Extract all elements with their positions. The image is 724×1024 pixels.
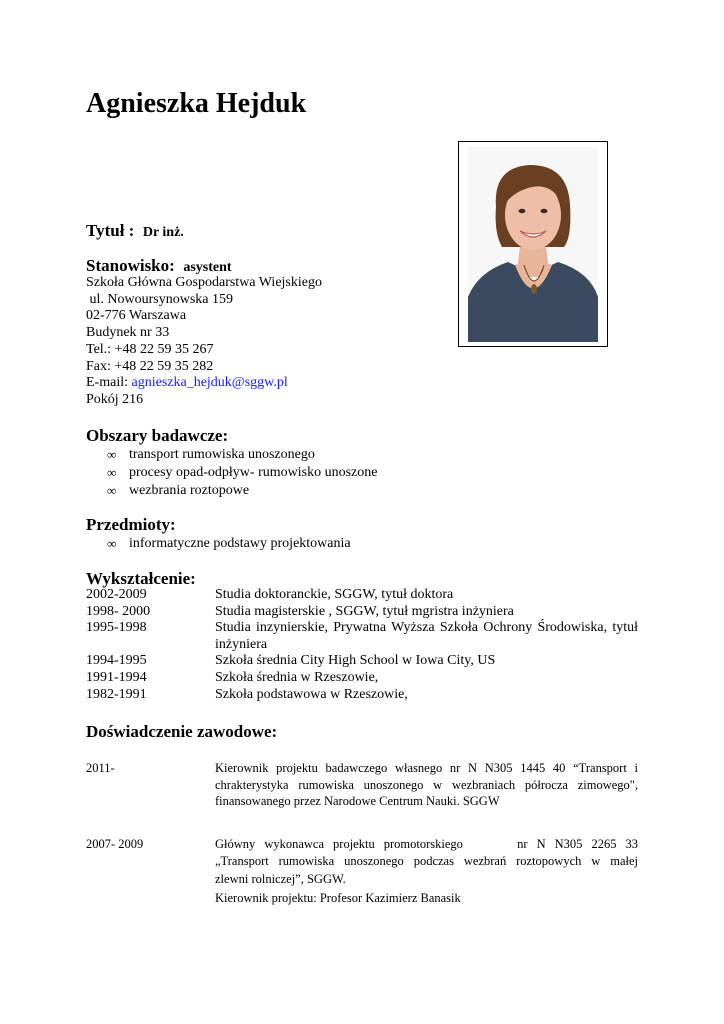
list-item bbox=[86, 446, 377, 464]
education-desc: Szkoła podstawowa w Rzeszowie, bbox=[215, 686, 408, 702]
address-line: Budynek nr 33 bbox=[86, 325, 170, 341]
education-desc: Studia magisterskie , SGGW, tytuł mgristra inżyniera bbox=[215, 603, 514, 619]
experience-line: zlewni rolniczej”, SGGW. bbox=[215, 872, 346, 886]
experience-entry bbox=[86, 760, 638, 810]
address-line: ul. Nowoursynowska 159 bbox=[86, 291, 233, 307]
portrait-image bbox=[468, 147, 598, 342]
research-heading: Obszary badawcze: bbox=[86, 426, 229, 445]
phone-line: Tel.: +48 22 59 35 267 bbox=[86, 341, 214, 357]
table-row bbox=[86, 604, 638, 621]
experience-desc bbox=[215, 760, 638, 810]
email-row bbox=[86, 375, 322, 392]
education-years: 1995-1998 bbox=[86, 620, 147, 636]
education-desc: Szkoła średnia w Rzeszowie, bbox=[215, 669, 379, 685]
person-name: Agnieszka Hejduk bbox=[86, 88, 307, 119]
list-item bbox=[86, 464, 377, 482]
education-years: 1991-1994 bbox=[86, 669, 147, 685]
room-line: Pokój 216 bbox=[86, 391, 144, 407]
table-row bbox=[86, 653, 638, 670]
subjects-heading: Przedmioty: bbox=[86, 515, 176, 534]
list-item-text: informatyczne podstawy projektowania bbox=[129, 536, 351, 551]
infinity-bullet-icon: ∞ bbox=[107, 465, 117, 480]
list-item-text: procesy opad-odpływ- rumowisko unoszone bbox=[129, 465, 378, 480]
address-line: 02-776 Warszawa bbox=[86, 308, 187, 324]
list-item-text: transport rumowiska unoszonego bbox=[129, 447, 315, 462]
infinity-bullet-icon: ∞ bbox=[107, 536, 117, 551]
education-desc: Szkoła średnia City High School w Iowa City, US bbox=[215, 653, 496, 669]
education-desc: Studia inzynierskie, Prywatna Wyższa Szkoła Ochrony Środowiska, tytuł inżyniera bbox=[215, 620, 638, 652]
infinity-bullet-icon: ∞ bbox=[107, 483, 117, 498]
table-row bbox=[86, 687, 638, 704]
address-line: Szkoła Główna Gospodarstwa Wiejskiego bbox=[86, 275, 322, 290]
table-row bbox=[86, 587, 638, 604]
experience-entry bbox=[86, 836, 638, 908]
fax-line: Fax: +48 22 59 35 282 bbox=[86, 358, 214, 374]
infinity-bullet-icon: ∞ bbox=[107, 447, 117, 462]
title-label: Tytuł : bbox=[86, 221, 135, 240]
experience-desc bbox=[215, 836, 638, 907]
list-item bbox=[86, 535, 351, 553]
education-heading: Wykształcenie: bbox=[86, 569, 196, 588]
profile-photo bbox=[458, 141, 608, 347]
table-row bbox=[86, 670, 638, 687]
experience-years: 2011- bbox=[86, 761, 115, 775]
title-row bbox=[86, 221, 184, 243]
experience-line: Główny wykonawca projektu promotorskiego nr N N305 2265 33 bbox=[215, 837, 638, 851]
education-desc: Studia doktoranckie, SGGW, tytuł doktora bbox=[215, 587, 454, 602]
education-years: 1994-1995 bbox=[86, 653, 147, 669]
email-label: E-mail: bbox=[86, 375, 128, 391]
position-label: Stanowisko: bbox=[86, 256, 175, 275]
education-table bbox=[86, 587, 638, 703]
experience-heading: Doświadczenie zawodowe: bbox=[86, 722, 278, 741]
contact-block bbox=[86, 275, 322, 409]
education-years: 2002-2009 bbox=[86, 587, 147, 602]
education-years: 1982-1991 bbox=[86, 686, 147, 702]
list-item bbox=[86, 482, 377, 500]
experience-line: finansowanego przez Narodowe Centrum Nauki. SGGW bbox=[215, 794, 500, 808]
list-item-text: wezbrania roztopowe bbox=[129, 483, 250, 498]
experience-years: 2007- 2009 bbox=[86, 837, 144, 851]
title-value: Dr inż. bbox=[142, 225, 184, 240]
research-list bbox=[86, 446, 377, 500]
education-years: 1998- 2000 bbox=[86, 603, 151, 619]
experience-line: Kierownik projektu: Profesor Kazimierz Banasik bbox=[215, 891, 461, 905]
experience-line: „Transport rumowiska unoszonego podczas wezbrań roztopowych w małej bbox=[215, 853, 638, 868]
experience-line: Kierownik projektu badawczego własnego nr N N305 1445 40 “Transport i bbox=[215, 761, 638, 775]
table-row bbox=[86, 620, 638, 653]
experience-line: chrakterystyka rumowiska unoszonego w wezbraniach półrocza zimowego", bbox=[215, 777, 638, 792]
subjects-list bbox=[86, 535, 351, 553]
position-value: asystent bbox=[183, 260, 232, 275]
email-link[interactable]: agnieszka_hejduk@sggw.pl bbox=[131, 375, 288, 391]
